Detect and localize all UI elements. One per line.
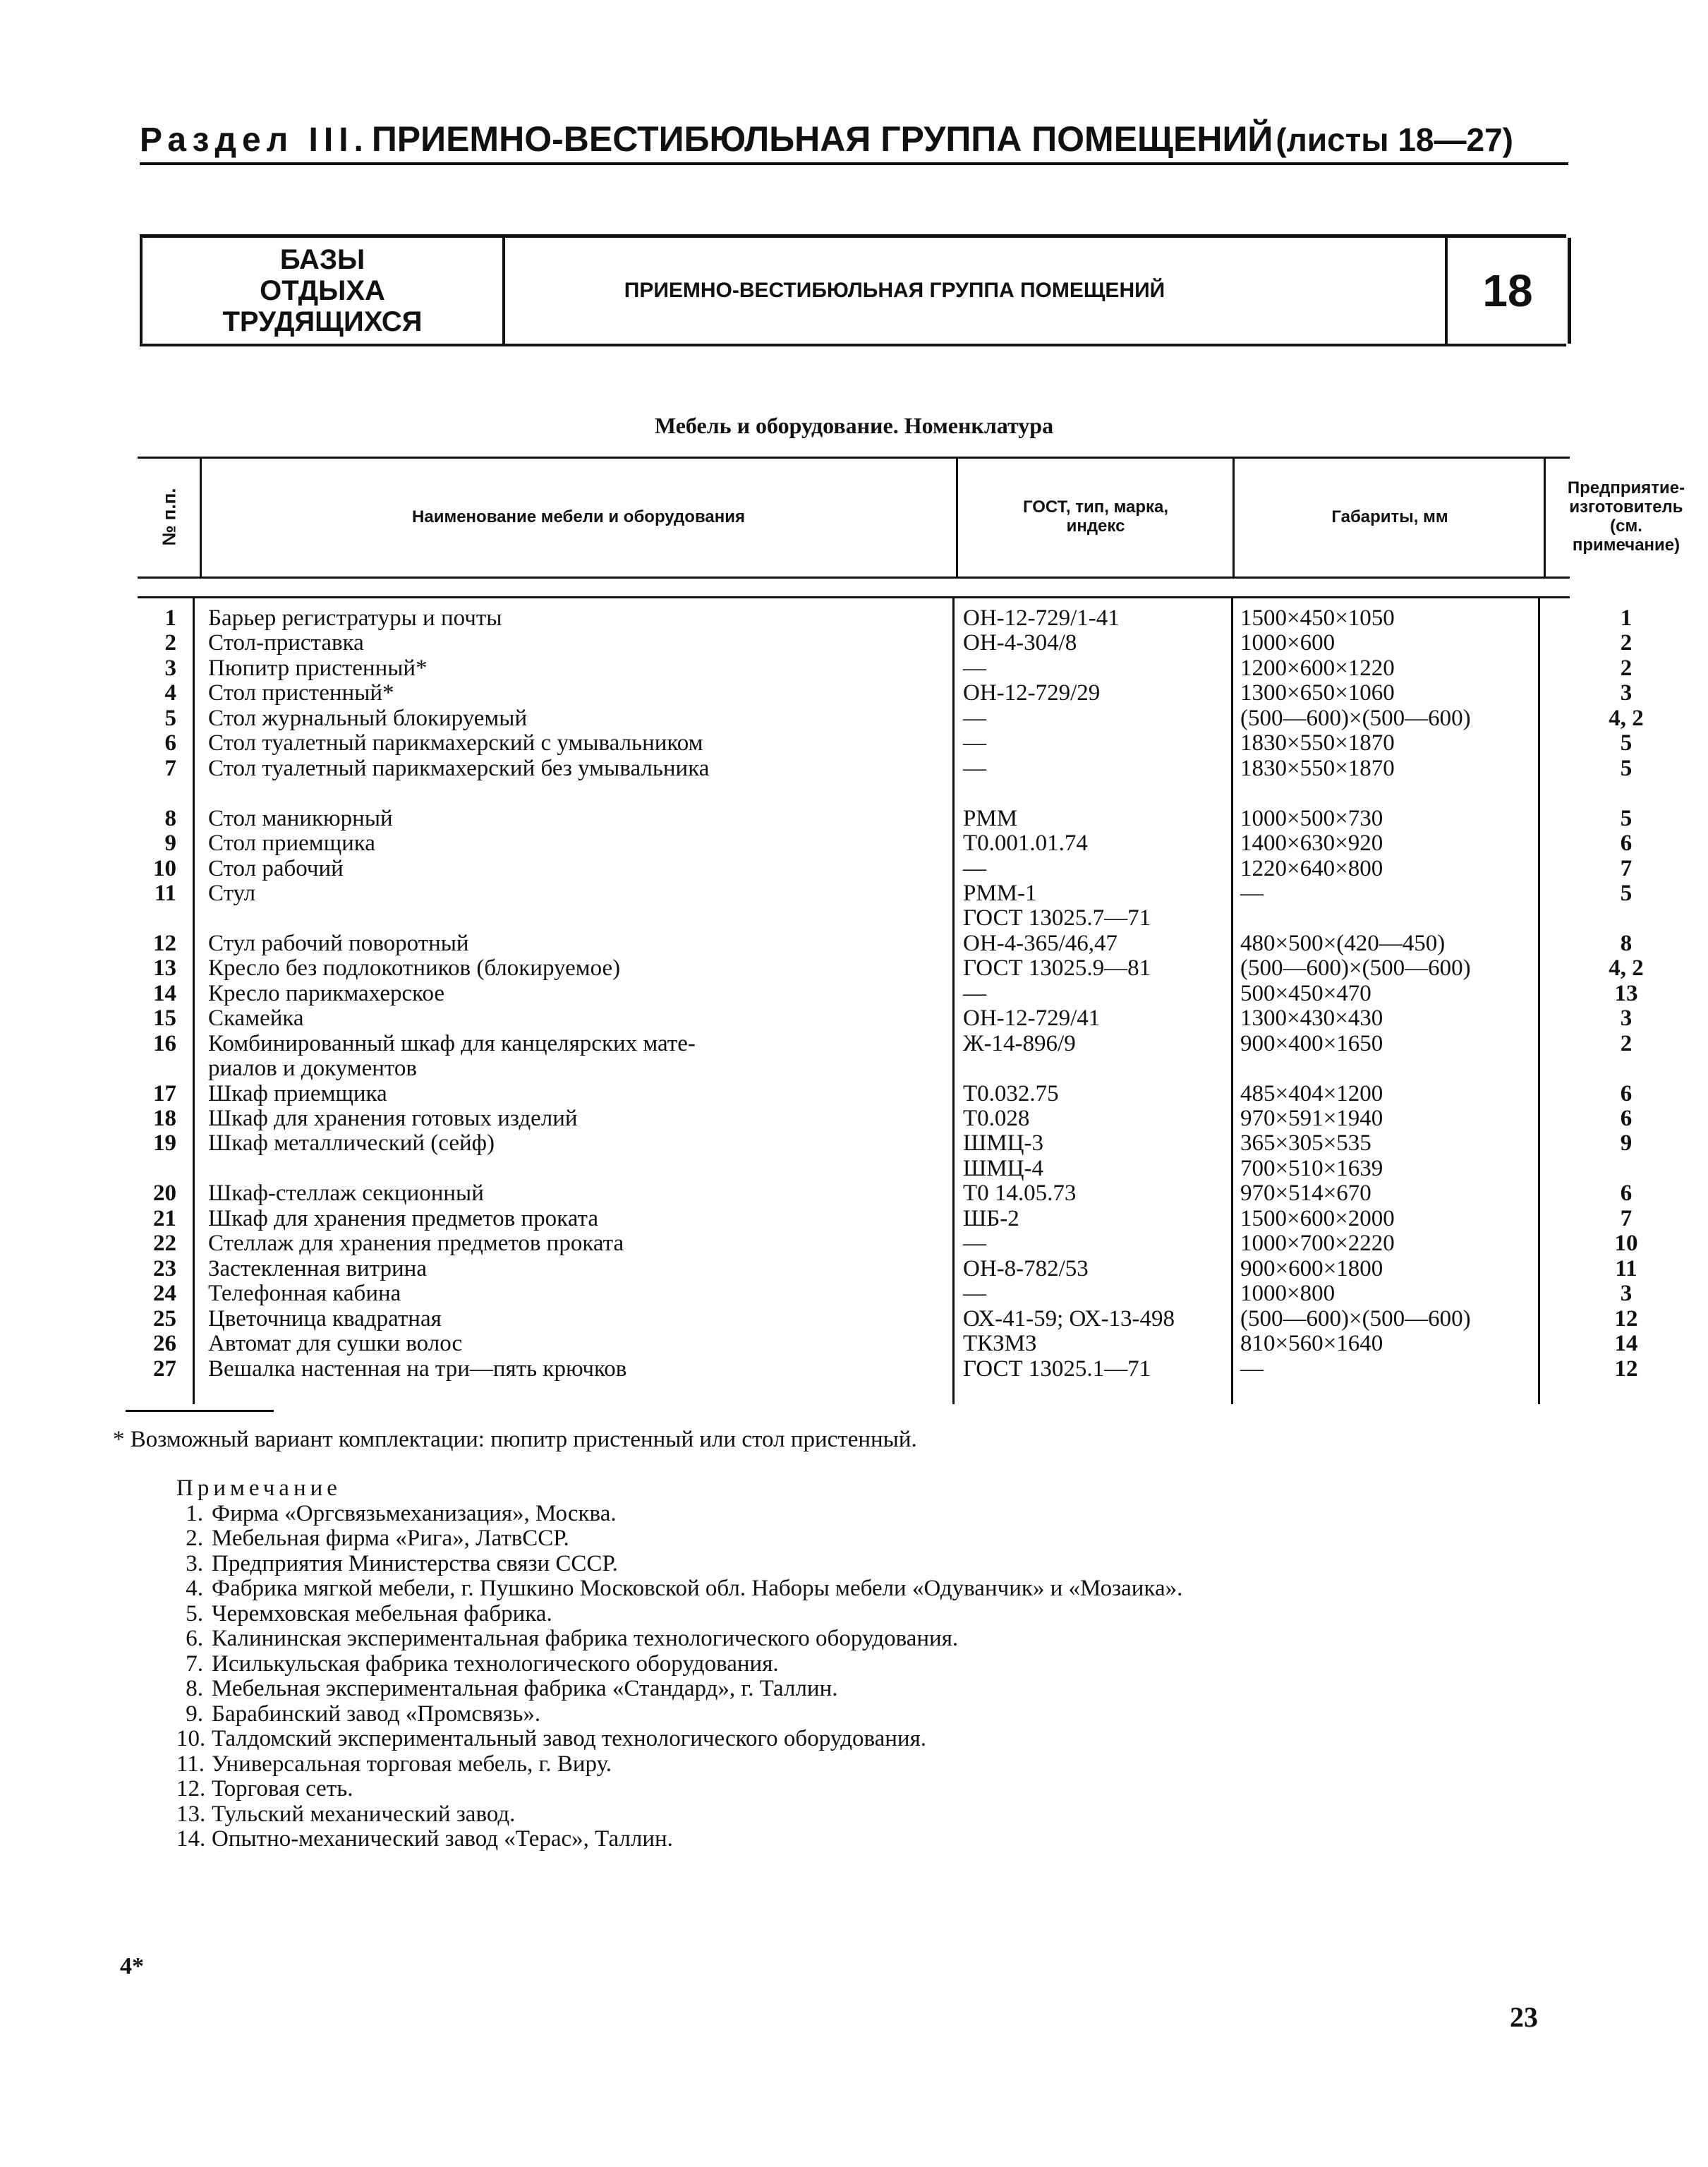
row-gost: ОН-12-729/29 xyxy=(963,680,1101,706)
row-dimensions: 970×514×670 xyxy=(1240,1181,1371,1207)
row-name: Стул xyxy=(208,880,256,906)
note-item xyxy=(176,1802,1182,1828)
row-manufacturer: 14 xyxy=(1614,1331,1638,1357)
note-item xyxy=(176,1827,1182,1852)
header-manufacturer-text: Предприятие-изготовитель (см. примечание) xyxy=(1567,478,1685,555)
row-manufacturer: 7 xyxy=(1620,1205,1633,1231)
note-text: Универсальная торговая мебель, г. Виру. xyxy=(212,1751,612,1777)
row-number: 15 xyxy=(153,1006,176,1032)
row-manufacturer: 9 xyxy=(1620,1130,1633,1157)
row-manufacturer: 1 xyxy=(1620,605,1633,631)
row-dimensions: 1000×700×2220 xyxy=(1240,1231,1395,1257)
note-text: Тульский механический завод. xyxy=(212,1801,516,1827)
row-number: 5 xyxy=(164,705,176,731)
note-number: 10. xyxy=(176,1726,206,1751)
row-gost: ШМЦ-3 xyxy=(963,1130,1043,1157)
row-name: Стул рабочий поворотный xyxy=(208,930,469,956)
row-number: 3 xyxy=(164,655,176,681)
note-item xyxy=(176,1576,1182,1602)
row-manufacturer: 2 xyxy=(1620,1030,1633,1056)
title-block-middle xyxy=(503,238,1582,344)
section-header xyxy=(140,119,1568,165)
row-dimensions: 1300×650×1060 xyxy=(1240,680,1395,706)
row-number: 24 xyxy=(153,1281,176,1307)
row-dimensions: — xyxy=(1240,880,1264,906)
row-dimensions: 1830×550×1870 xyxy=(1240,755,1395,781)
note-number: 3. xyxy=(186,1550,203,1576)
row-gost: — xyxy=(963,855,986,881)
note-number: 7. xyxy=(186,1650,203,1677)
note-item xyxy=(176,1552,1182,1577)
signature-mark: 4* xyxy=(120,1953,144,1979)
table-row xyxy=(138,630,1633,656)
row-manufacturer: 11 xyxy=(1615,1255,1637,1281)
title-block-left-text: БАЗЫ ОТДЫХА ТРУДЯЩИХСЯ xyxy=(222,244,423,337)
row-name: Стол туалетный парикмахерский с умывальником xyxy=(208,730,703,756)
row-dimensions: 900×600×1800 xyxy=(1240,1255,1383,1281)
table-row xyxy=(138,1356,1638,1382)
row-number: 22 xyxy=(153,1231,176,1257)
row-number: 1 xyxy=(164,605,176,631)
row-dimensions: 700×510×1639 xyxy=(1240,1155,1383,1181)
row-name: риалов и документов xyxy=(208,1056,417,1082)
row-manufacturer: 6 xyxy=(1620,1080,1633,1106)
row-dimensions: (500—600)×(500—600) xyxy=(1240,955,1471,982)
row-number: 19 xyxy=(153,1130,176,1157)
note-item xyxy=(176,1702,1182,1727)
row-gost: — xyxy=(963,980,986,1006)
table-row xyxy=(138,1157,1570,1181)
row-manufacturer: 6 xyxy=(1620,831,1633,857)
note-text: Фирма «Оргсвязьмеханизация», Москва. xyxy=(212,1500,617,1526)
note-item xyxy=(176,1652,1182,1677)
note-number: 12. xyxy=(176,1776,206,1801)
row-name: Телефонная кабина xyxy=(208,1281,401,1307)
note-text: Исилькульская фабрика технологического оборудования. xyxy=(212,1650,779,1677)
row-manufacturer: 2 xyxy=(1620,630,1633,656)
table-row xyxy=(138,1281,1633,1307)
row-dimensions: 1500×600×2000 xyxy=(1240,1205,1395,1231)
table-caption: Мебель и оборудование. Номенклатура xyxy=(654,413,1054,438)
row-dimensions: 1500×450×1050 xyxy=(1240,605,1395,631)
note-text: Талдомский экспериментальный завод технологического оборудования. xyxy=(212,1726,927,1751)
row-number: 7 xyxy=(164,755,176,781)
row-number: 23 xyxy=(153,1255,176,1281)
row-manufacturer: 3 xyxy=(1620,1006,1633,1032)
notes-list xyxy=(176,1502,1182,1852)
row-manufacturer: 6 xyxy=(1620,1106,1633,1131)
note-number: 1. xyxy=(186,1500,203,1526)
row-gost: ОН-12-729/41 xyxy=(963,1006,1101,1032)
note-number: 9. xyxy=(186,1701,203,1727)
page-number: 23 xyxy=(1510,2001,1538,2033)
note-item xyxy=(176,1602,1182,1627)
row-number: 13 xyxy=(153,955,176,982)
row-manufacturer: 4, 2 xyxy=(1609,955,1644,982)
row-gost: — xyxy=(963,1231,986,1257)
header-num-text: № п.п. xyxy=(158,487,180,546)
row-number: 25 xyxy=(153,1305,176,1332)
note-text: Калининская экспериментальная фабрика технологического оборудования. xyxy=(212,1626,959,1651)
row-manufacturer: 7 xyxy=(1620,855,1633,881)
row-gost: Т0.028 xyxy=(963,1106,1030,1131)
row-dimensions: — xyxy=(1240,1356,1264,1382)
table-row xyxy=(138,930,1633,956)
table-row xyxy=(138,1255,1637,1281)
row-dimensions: 1000×800 xyxy=(1240,1281,1335,1307)
note-number: 11. xyxy=(176,1751,205,1777)
row-dimensions: 365×305×535 xyxy=(1240,1130,1371,1157)
title-block xyxy=(140,234,1566,346)
row-manufacturer: 8 xyxy=(1620,930,1633,956)
table-row xyxy=(138,955,1644,982)
section-title: ПРИЕМНО-ВЕСТИБЮЛЬНАЯ ГРУППА ПОМЕЩЕНИЙ xyxy=(371,119,1273,159)
row-gost: ОХ-41-59; ОХ-13-498 xyxy=(963,1305,1175,1332)
row-gost: Ж-14-896/9 xyxy=(963,1030,1076,1056)
row-manufacturer: 13 xyxy=(1614,980,1638,1006)
footnote: * Возможный вариант комплектации: пюпитр пристенный или стол пристенный. xyxy=(113,1427,917,1452)
table-row xyxy=(138,1080,1633,1106)
sheet-number: 18 xyxy=(1445,238,1571,344)
row-number: 18 xyxy=(153,1106,176,1131)
row-name: Стол журнальный блокируемый xyxy=(208,705,528,731)
note-item xyxy=(176,1752,1182,1777)
row-manufacturer: 12 xyxy=(1614,1305,1638,1332)
row-gost: — xyxy=(963,755,986,781)
row-dimensions: 810×560×1640 xyxy=(1240,1331,1383,1357)
table-row xyxy=(138,1331,1638,1357)
row-dimensions: 970×591×1940 xyxy=(1240,1106,1383,1131)
table-body-rule xyxy=(138,596,1570,598)
row-number: 8 xyxy=(164,805,176,831)
row-gost: — xyxy=(963,1281,986,1307)
row-gost: РММ xyxy=(963,805,1018,831)
note-text: Барабинский завод «Промсвязь». xyxy=(212,1701,541,1727)
row-name: Шкаф приемщика xyxy=(208,1080,387,1106)
row-gost: ГОСТ 13025.7—71 xyxy=(963,905,1151,931)
note-text: Предприятия Министерства связи СССР. xyxy=(212,1550,618,1576)
note-number: 8. xyxy=(186,1676,203,1701)
table-row xyxy=(138,831,1633,857)
row-name: Шкаф-стеллаж секционный xyxy=(208,1181,484,1207)
header-gost xyxy=(958,457,1233,577)
row-name: Стол приемщика xyxy=(208,831,375,857)
table-row xyxy=(138,1305,1638,1332)
row-dimensions: 500×450×470 xyxy=(1240,980,1371,1006)
footnote-rule xyxy=(126,1410,274,1412)
section-label: Раздел III. xyxy=(140,121,369,159)
section-sheets: (листы 18—27) xyxy=(1276,121,1513,158)
row-number: 6 xyxy=(164,730,176,756)
row-gost: ОН-12-729/1-41 xyxy=(963,605,1120,631)
header-dimensions: Габариты, мм xyxy=(1331,507,1448,526)
note-number: 14. xyxy=(176,1826,206,1852)
row-gost: ТКЗМЗ xyxy=(963,1331,1037,1357)
row-dimensions: (500—600)×(500—600) xyxy=(1240,1305,1471,1332)
row-number: 16 xyxy=(153,1030,176,1056)
note-text: Торговая сеть. xyxy=(212,1776,353,1801)
nomenclature-table xyxy=(138,457,1685,1406)
row-number: 26 xyxy=(153,1331,176,1357)
row-gost: ОН-8-782/53 xyxy=(963,1255,1089,1281)
row-name: Кресло парикмахерское xyxy=(208,980,445,1006)
table-row xyxy=(138,1056,1570,1081)
title-block-middle-text: ПРИЕМНО-ВЕСТИБЮЛЬНАЯ ГРУППА ПОМЕЩЕНИЙ xyxy=(624,279,1165,302)
row-dimensions: 1000×600 xyxy=(1240,630,1335,656)
table-row xyxy=(138,1181,1633,1207)
row-name: Стеллаж для хранения предметов проката xyxy=(208,1231,624,1257)
row-number: 14 xyxy=(153,980,176,1006)
table-row xyxy=(138,1106,1633,1131)
note-item xyxy=(176,1677,1182,1702)
row-name: Застекленная витрина xyxy=(208,1255,427,1281)
row-name: Стол маникюрный xyxy=(208,805,393,831)
table-row xyxy=(138,705,1644,731)
row-name: Стол пристенный* xyxy=(208,680,394,706)
table-row xyxy=(138,605,1633,631)
table-row xyxy=(138,655,1633,681)
row-name: Шкаф для хранения предметов проката xyxy=(208,1205,598,1231)
header-name: Наименование мебели и оборудования xyxy=(412,507,745,526)
row-gost: Т0 14.05.73 xyxy=(963,1181,1077,1207)
header-gost-text: ГОСТ, тип, марка, индекс xyxy=(1022,497,1169,536)
row-dimensions: 480×500×(420—450) xyxy=(1240,930,1446,956)
row-manufacturer: 10 xyxy=(1614,1231,1638,1257)
row-dimensions: 1200×600×1220 xyxy=(1240,655,1395,681)
row-number: 11 xyxy=(154,880,176,906)
table-row xyxy=(138,1205,1633,1231)
row-number: 9 xyxy=(164,831,176,857)
row-manufacturer: 5 xyxy=(1620,730,1633,756)
header-manufacturer xyxy=(1545,457,1707,577)
table-row xyxy=(138,880,1633,906)
table-row xyxy=(138,906,1570,931)
note-number: 2. xyxy=(186,1526,203,1551)
row-manufacturer: 6 xyxy=(1620,1181,1633,1207)
row-number: 4 xyxy=(164,680,176,706)
table-row xyxy=(138,1030,1633,1056)
note-number: 13. xyxy=(176,1801,206,1827)
table-row xyxy=(138,730,1633,756)
note-text: Фабрика мягкой мебели, г. Пушкино Московской обл. Наборы мебели «Одуванчик» и «Мозаика». xyxy=(212,1576,1183,1601)
row-name: Вешалка настенная на три—пять крючков xyxy=(208,1356,627,1382)
note-text: Черемховская мебельная фабрика. xyxy=(212,1600,552,1626)
note-item xyxy=(176,1626,1182,1652)
note-item xyxy=(176,1727,1182,1752)
row-number: 20 xyxy=(153,1181,176,1207)
row-number: 27 xyxy=(153,1356,176,1382)
table-row xyxy=(138,755,1633,781)
row-gost: ОН-4-304/8 xyxy=(963,630,1077,656)
note-text: Мебельная фирма «Рига», ЛатвССР. xyxy=(212,1526,569,1551)
row-name: Кресло без подлокотников (блокируемое) xyxy=(208,955,621,982)
row-gost: Т0.001.01.74 xyxy=(963,831,1088,857)
note-number: 5. xyxy=(186,1600,203,1626)
row-manufacturer: 5 xyxy=(1620,755,1633,781)
note-item xyxy=(176,1777,1182,1802)
row-name: Стол туалетный парикмахерский без умывальника xyxy=(208,755,710,781)
table-row xyxy=(138,1130,1633,1157)
table-row xyxy=(138,680,1633,706)
row-dimensions: 900×400×1650 xyxy=(1240,1030,1383,1056)
table-row xyxy=(138,781,1570,806)
row-gost: — xyxy=(963,655,986,681)
row-gost: ШМЦ-4 xyxy=(963,1155,1043,1181)
row-manufacturer: 3 xyxy=(1620,680,1633,706)
table-header-rule xyxy=(138,577,1570,579)
row-gost: — xyxy=(963,705,986,731)
row-name: Автомат для сушки волос xyxy=(208,1331,463,1357)
note-number: 6. xyxy=(186,1626,203,1651)
row-name: Шкаф для хранения готовых изделий xyxy=(208,1106,578,1131)
note-text: Опытно-механический завод «Терас», Таллин. xyxy=(212,1826,673,1852)
note-text: Мебельная экспериментальная фабрика «Стандард», г. Таллин. xyxy=(212,1676,838,1701)
row-manufacturer: 2 xyxy=(1620,655,1633,681)
row-manufacturer: 5 xyxy=(1620,805,1633,831)
row-number: 21 xyxy=(153,1205,176,1231)
row-number: 17 xyxy=(153,1080,176,1106)
row-gost: — xyxy=(963,730,986,756)
row-dimensions: 1220×640×800 xyxy=(1240,855,1383,881)
row-manufacturer: 5 xyxy=(1620,880,1633,906)
row-number: 2 xyxy=(164,630,176,656)
row-gost: ГОСТ 13025.1—71 xyxy=(963,1356,1151,1382)
row-dimensions: (500—600)×(500—600) xyxy=(1240,705,1471,731)
note-item xyxy=(176,1502,1182,1527)
table-row xyxy=(138,980,1638,1006)
row-gost: Т0.032.75 xyxy=(963,1080,1059,1106)
row-manufacturer: 12 xyxy=(1614,1356,1638,1382)
notes xyxy=(176,1476,1182,1852)
row-name: Цветочница квадратная xyxy=(208,1305,442,1332)
row-dimensions: 485×404×1200 xyxy=(1240,1080,1383,1106)
table-row xyxy=(138,855,1633,881)
note-number: 4. xyxy=(186,1576,203,1601)
table-row xyxy=(138,805,1633,831)
table-row xyxy=(138,1231,1638,1257)
row-name: Шкаф металлический (сейф) xyxy=(208,1130,495,1157)
row-number: 10 xyxy=(153,855,176,881)
row-gost: ОН-4-365/46,47 xyxy=(963,930,1118,956)
note-item xyxy=(176,1526,1182,1552)
row-name: Пюпитр пристенный* xyxy=(208,655,428,681)
title-block-left xyxy=(140,238,505,344)
header-num xyxy=(138,457,201,577)
row-name: Барьер регистратуры и почты xyxy=(208,605,502,631)
row-manufacturer: 4, 2 xyxy=(1609,705,1644,731)
row-name: Стол рабочий xyxy=(208,855,344,881)
row-manufacturer: 3 xyxy=(1620,1281,1633,1307)
notes-heading: Примечание xyxy=(176,1475,341,1501)
row-dimensions: 1000×500×730 xyxy=(1240,805,1383,831)
table-row xyxy=(138,1006,1633,1032)
row-gost: ГОСТ 13025.9—81 xyxy=(963,955,1151,982)
row-gost: РММ-1 xyxy=(963,880,1037,906)
row-name: Скамейка xyxy=(208,1006,304,1032)
row-gost: ШБ-2 xyxy=(963,1205,1019,1231)
row-dimensions: 1300×430×430 xyxy=(1240,1006,1383,1032)
row-name: Стол-приставка xyxy=(208,630,364,656)
row-number: 12 xyxy=(153,930,176,956)
row-name: Комбинированный шкаф для канцелярских мате- xyxy=(208,1030,696,1056)
row-dimensions: 1830×550×1870 xyxy=(1240,730,1395,756)
row-dimensions: 1400×630×920 xyxy=(1240,831,1383,857)
